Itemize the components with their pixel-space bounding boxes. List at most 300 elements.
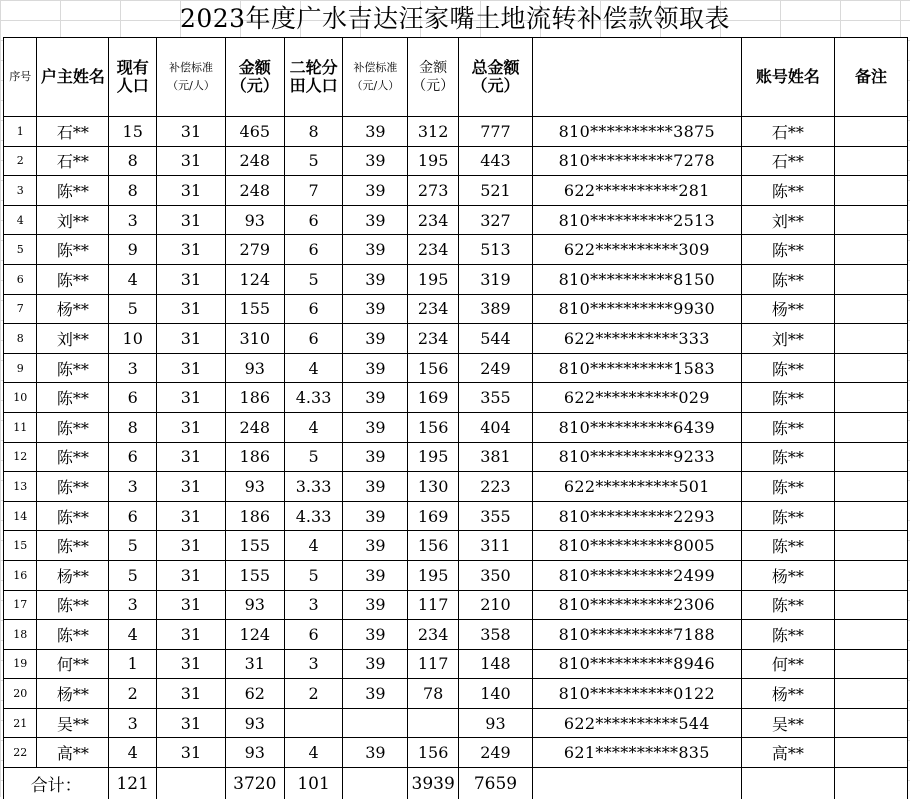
cell-standard-2[interactable]: 39 [343, 117, 408, 147]
cell-account[interactable]: 810**********2293 [532, 501, 741, 531]
cell-total[interactable]: 777 [458, 117, 532, 147]
cell-population[interactable]: 4 [109, 264, 157, 294]
cell-amount-1[interactable]: 248 [225, 412, 284, 442]
cell-land-population[interactable]: 5 [284, 560, 343, 590]
cell-amount-1[interactable]: 124 [225, 620, 284, 650]
cell-standard-1[interactable]: 31 [157, 620, 226, 650]
cell-land-population[interactable]: 3 [284, 649, 343, 679]
cell-index[interactable]: 22 [4, 738, 37, 768]
cell-population[interactable]: 5 [109, 531, 157, 561]
header-total[interactable]: 总金额（元） [458, 38, 532, 117]
cell-population[interactable]: 9 [109, 235, 157, 265]
cell-standard-1[interactable]: 31 [157, 472, 226, 502]
cell-land-population[interactable]: 2 [284, 679, 343, 709]
table-row [4, 205, 908, 235]
cell-amount-2[interactable]: 195 [408, 442, 459, 472]
cell-standard-2[interactable]: 39 [343, 264, 408, 294]
cell-standard-2[interactable]: 39 [343, 442, 408, 472]
cell-account[interactable]: 622**********029 [532, 383, 741, 413]
cell-amount-1[interactable]: 93 [225, 738, 284, 768]
cell-population[interactable]: 6 [109, 501, 157, 531]
cell-total[interactable]: 223 [458, 472, 532, 502]
totals-remark[interactable] [834, 768, 907, 799]
totals-land-population[interactable]: 101 [284, 768, 343, 799]
cell-land-population[interactable]: 6 [284, 294, 343, 324]
cell-amount-2[interactable] [408, 708, 459, 738]
cell-standard-2[interactable]: 39 [343, 324, 408, 354]
cell-total[interactable]: 355 [458, 501, 532, 531]
cell-standard-1[interactable]: 31 [157, 117, 226, 147]
cell-account[interactable]: 810**********9233 [532, 442, 741, 472]
cell-index[interactable]: 16 [4, 560, 37, 590]
cell-account[interactable]: 622**********501 [532, 472, 741, 502]
cell-index[interactable]: 13 [4, 472, 37, 502]
cell-household-name[interactable]: 陈** [37, 176, 109, 206]
cell-remark[interactable] [834, 205, 907, 235]
cell-index[interactable]: 19 [4, 649, 37, 679]
cell-index[interactable]: 6 [4, 264, 37, 294]
cell-remark[interactable] [834, 412, 907, 442]
table-row [4, 235, 908, 265]
cell-standard-1[interactable]: 31 [157, 205, 226, 235]
cell-land-population[interactable]: 5 [284, 264, 343, 294]
cell-standard-1[interactable]: 31 [157, 235, 226, 265]
cell-account-name[interactable]: 杨** [741, 560, 834, 590]
cell-account[interactable]: 810**********9930 [532, 294, 741, 324]
cell-account-name[interactable]: 高** [741, 738, 834, 768]
cell-standard-1[interactable]: 31 [157, 649, 226, 679]
cell-amount-2[interactable]: 234 [408, 294, 459, 324]
cell-amount-1[interactable]: 93 [225, 353, 284, 383]
header-account-name[interactable]: 账号姓名 [741, 38, 834, 117]
cell-amount-1[interactable]: 465 [225, 117, 284, 147]
cell-index[interactable]: 3 [4, 176, 37, 206]
cell-land-population[interactable]: 6 [284, 620, 343, 650]
cell-amount-1[interactable]: 248 [225, 176, 284, 206]
header-household-name[interactable]: 户主姓名 [37, 38, 109, 117]
cell-standard-1[interactable]: 31 [157, 383, 226, 413]
cell-index[interactable]: 4 [4, 205, 37, 235]
cell-index[interactable]: 11 [4, 412, 37, 442]
cell-index[interactable]: 10 [4, 383, 37, 413]
cell-standard-1[interactable]: 31 [157, 442, 226, 472]
cell-account[interactable]: 810**********0122 [532, 679, 741, 709]
cell-standard-1[interactable]: 31 [157, 531, 226, 561]
cell-account-name[interactable]: 吴** [741, 708, 834, 738]
cell-amount-1[interactable]: 310 [225, 324, 284, 354]
cell-account-name[interactable]: 陈** [741, 235, 834, 265]
cell-account-name[interactable]: 何** [741, 649, 834, 679]
totals-amount-2[interactable]: 3939 [408, 768, 459, 799]
cell-amount-2[interactable]: 117 [408, 649, 459, 679]
cell-account[interactable]: 622**********544 [532, 708, 741, 738]
cell-account-name[interactable]: 陈** [741, 264, 834, 294]
cell-standard-2[interactable]: 39 [343, 294, 408, 324]
cell-amount-2[interactable]: 156 [408, 738, 459, 768]
cell-account[interactable]: 622**********333 [532, 324, 741, 354]
cell-amount-1[interactable]: 93 [225, 205, 284, 235]
cell-total[interactable]: 544 [458, 324, 532, 354]
cell-land-population[interactable]: 4 [284, 531, 343, 561]
cell-standard-2[interactable]: 39 [343, 620, 408, 650]
header-amount-2[interactable]: 金额（元） [408, 38, 459, 117]
cell-standard-2[interactable]: 39 [343, 590, 408, 620]
cell-account[interactable]: 810**********3875 [532, 117, 741, 147]
cell-account-name[interactable]: 刘** [741, 324, 834, 354]
cell-total[interactable]: 355 [458, 383, 532, 413]
cell-amount-1[interactable]: 93 [225, 590, 284, 620]
cell-index[interactable]: 17 [4, 590, 37, 620]
cell-population[interactable]: 10 [109, 324, 157, 354]
cell-household-name[interactable]: 杨** [37, 560, 109, 590]
totals-standard-2[interactable] [343, 768, 408, 799]
cell-total[interactable]: 148 [458, 649, 532, 679]
totals-standard-1[interactable] [157, 768, 226, 799]
cell-standard-2[interactable]: 39 [343, 501, 408, 531]
cell-remark[interactable] [834, 442, 907, 472]
cell-total[interactable]: 358 [458, 620, 532, 650]
cell-population[interactable]: 3 [109, 205, 157, 235]
cell-amount-2[interactable]: 78 [408, 679, 459, 709]
cell-remark[interactable] [834, 708, 907, 738]
cell-land-population[interactable]: 4 [284, 412, 343, 442]
cell-standard-1[interactable]: 31 [157, 324, 226, 354]
totals-population[interactable]: 121 [109, 768, 157, 799]
cell-total[interactable]: 513 [458, 235, 532, 265]
cell-population[interactable]: 2 [109, 679, 157, 709]
cell-account[interactable]: 810**********7278 [532, 146, 741, 176]
cell-amount-2[interactable]: 195 [408, 264, 459, 294]
cell-amount-1[interactable]: 186 [225, 383, 284, 413]
cell-account[interactable]: 810**********8005 [532, 531, 741, 561]
cell-standard-1[interactable]: 31 [157, 264, 226, 294]
cell-index[interactable]: 5 [4, 235, 37, 265]
cell-total[interactable]: 381 [458, 442, 532, 472]
header-account[interactable] [532, 38, 741, 117]
header-population[interactable]: 现有人口 [109, 38, 157, 117]
cell-standard-2[interactable]: 39 [343, 412, 408, 442]
cell-index[interactable]: 20 [4, 679, 37, 709]
cell-account-name[interactable]: 石** [741, 117, 834, 147]
cell-account-name[interactable]: 陈** [741, 383, 834, 413]
table-row [4, 294, 908, 324]
cell-population[interactable]: 6 [109, 383, 157, 413]
cell-population[interactable]: 3 [109, 590, 157, 620]
cell-account-name[interactable]: 陈** [741, 590, 834, 620]
cell-standard-2[interactable]: 39 [343, 383, 408, 413]
cell-total[interactable]: 327 [458, 205, 532, 235]
cell-household-name[interactable]: 陈** [37, 472, 109, 502]
cell-household-name[interactable]: 高** [37, 738, 109, 768]
cell-land-population[interactable]: 5 [284, 442, 343, 472]
table-row [4, 679, 908, 709]
cell-remark[interactable] [834, 235, 907, 265]
header-remark[interactable]: 备注 [834, 38, 907, 117]
cell-account-name[interactable]: 石** [741, 146, 834, 176]
cell-population[interactable]: 8 [109, 176, 157, 206]
cell-account[interactable]: 810**********2513 [532, 205, 741, 235]
cell-total[interactable]: 249 [458, 353, 532, 383]
cell-remark[interactable] [834, 531, 907, 561]
cell-total[interactable]: 389 [458, 294, 532, 324]
cell-amount-2[interactable]: 195 [408, 146, 459, 176]
header-index[interactable]: 序号 [4, 38, 37, 117]
totals-total[interactable]: 7659 [458, 768, 532, 799]
cell-land-population[interactable]: 4.33 [284, 383, 343, 413]
cell-amount-2[interactable]: 156 [408, 412, 459, 442]
cell-amount-2[interactable]: 156 [408, 353, 459, 383]
cell-amount-1[interactable]: 31 [225, 649, 284, 679]
cell-population[interactable]: 5 [109, 294, 157, 324]
table-row [4, 383, 908, 413]
cell-household-name[interactable]: 陈** [37, 383, 109, 413]
cell-account[interactable]: 810**********8150 [532, 264, 741, 294]
cell-standard-1[interactable]: 31 [157, 412, 226, 442]
cell-remark[interactable] [834, 294, 907, 324]
cell-land-population[interactable]: 7 [284, 176, 343, 206]
cell-remark[interactable] [834, 620, 907, 650]
cell-index[interactable]: 8 [4, 324, 37, 354]
cell-standard-1[interactable]: 31 [157, 146, 226, 176]
cell-household-name[interactable]: 陈** [37, 501, 109, 531]
cell-account-name[interactable]: 陈** [741, 531, 834, 561]
cell-population[interactable]: 8 [109, 412, 157, 442]
header-standard-2[interactable]: 补偿标准（元/人） [343, 38, 408, 117]
cell-remark[interactable] [834, 738, 907, 768]
totals-label[interactable]: 合计： [4, 768, 109, 799]
cell-index[interactable]: 1 [4, 117, 37, 147]
cell-index[interactable]: 7 [4, 294, 37, 324]
cell-amount-1[interactable]: 155 [225, 531, 284, 561]
cell-population[interactable]: 1 [109, 649, 157, 679]
cell-household-name[interactable]: 吴** [37, 708, 109, 738]
cell-standard-1[interactable]: 31 [157, 176, 226, 206]
cell-index[interactable]: 12 [4, 442, 37, 472]
compensation-table [3, 37, 908, 799]
cell-account[interactable]: 810**********7188 [532, 620, 741, 650]
cell-amount-2[interactable]: 130 [408, 472, 459, 502]
cell-population[interactable]: 5 [109, 560, 157, 590]
cell-household-name[interactable]: 陈** [37, 412, 109, 442]
cell-population[interactable]: 8 [109, 146, 157, 176]
cell-amount-2[interactable]: 234 [408, 620, 459, 650]
cell-account[interactable]: 810**********6439 [532, 412, 741, 442]
totals-amount-1[interactable]: 3720 [225, 768, 284, 799]
cell-total[interactable]: 140 [458, 679, 532, 709]
cell-amount-2[interactable]: 312 [408, 117, 459, 147]
cell-remark[interactable] [834, 679, 907, 709]
cell-amount-1[interactable]: 62 [225, 679, 284, 709]
cell-household-name[interactable]: 陈** [37, 235, 109, 265]
cell-amount-2[interactable]: 234 [408, 205, 459, 235]
cell-household-name[interactable]: 陈** [37, 531, 109, 561]
cell-standard-2[interactable]: 39 [343, 649, 408, 679]
cell-population[interactable]: 6 [109, 442, 157, 472]
cell-household-name[interactable]: 陈** [37, 590, 109, 620]
cell-total[interactable]: 521 [458, 176, 532, 206]
cell-remark[interactable] [834, 117, 907, 147]
cell-account[interactable]: 810**********2499 [532, 560, 741, 590]
cell-index[interactable]: 2 [4, 146, 37, 176]
cell-population[interactable]: 3 [109, 708, 157, 738]
table-row [4, 117, 908, 147]
cell-index[interactable]: 15 [4, 531, 37, 561]
cell-account[interactable]: 810**********8946 [532, 649, 741, 679]
cell-amount-1[interactable]: 186 [225, 501, 284, 531]
cell-amount-2[interactable]: 273 [408, 176, 459, 206]
header-amount-1[interactable]: 金额（元） [225, 38, 284, 117]
cell-land-population[interactable]: 6 [284, 235, 343, 265]
cell-land-population[interactable] [284, 708, 343, 738]
cell-standard-1[interactable]: 31 [157, 294, 226, 324]
cell-land-population[interactable]: 4 [284, 738, 343, 768]
cell-amount-1[interactable]: 248 [225, 146, 284, 176]
cell-population[interactable]: 3 [109, 353, 157, 383]
cell-standard-2[interactable]: 39 [343, 738, 408, 768]
cell-household-name[interactable]: 杨** [37, 294, 109, 324]
cell-amount-1[interactable]: 93 [225, 708, 284, 738]
cell-remark[interactable] [834, 324, 907, 354]
cell-standard-1[interactable]: 31 [157, 353, 226, 383]
cell-account[interactable]: 621**********835 [532, 738, 741, 768]
cell-remark[interactable] [834, 590, 907, 620]
cell-land-population[interactable]: 8 [284, 117, 343, 147]
cell-account-name[interactable]: 杨** [741, 679, 834, 709]
cell-account[interactable]: 622**********309 [532, 235, 741, 265]
cell-standard-2[interactable]: 39 [343, 176, 408, 206]
cell-total[interactable]: 319 [458, 264, 532, 294]
cell-standard-1[interactable]: 31 [157, 501, 226, 531]
cell-amount-2[interactable]: 234 [408, 235, 459, 265]
cell-index[interactable]: 21 [4, 708, 37, 738]
cell-land-population[interactable]: 6 [284, 324, 343, 354]
cell-standard-1[interactable]: 31 [157, 708, 226, 738]
cell-index[interactable]: 9 [4, 353, 37, 383]
cell-account-name[interactable]: 陈** [741, 472, 834, 502]
cell-household-name[interactable]: 杨** [37, 679, 109, 709]
cell-account[interactable]: 622**********281 [532, 176, 741, 206]
cell-remark[interactable] [834, 501, 907, 531]
cell-remark[interactable] [834, 472, 907, 502]
cell-population[interactable]: 3 [109, 472, 157, 502]
cell-standard-1[interactable]: 31 [157, 679, 226, 709]
cell-household-name[interactable]: 陈** [37, 353, 109, 383]
cell-amount-2[interactable]: 156 [408, 531, 459, 561]
header-land-population[interactable]: 二轮分田人口 [284, 38, 343, 117]
cell-account-name[interactable]: 陈** [741, 620, 834, 650]
cell-household-name[interactable]: 陈** [37, 620, 109, 650]
cell-amount-1[interactable]: 155 [225, 294, 284, 324]
cell-account[interactable]: 810**********1583 [532, 353, 741, 383]
cell-standard-2[interactable]: 39 [343, 531, 408, 561]
cell-account-name[interactable]: 陈** [741, 501, 834, 531]
cell-total[interactable]: 404 [458, 412, 532, 442]
cell-total[interactable]: 249 [458, 738, 532, 768]
cell-standard-2[interactable]: 39 [343, 353, 408, 383]
cell-land-population[interactable]: 6 [284, 205, 343, 235]
table-row [4, 649, 908, 679]
cell-standard-2[interactable]: 39 [343, 146, 408, 176]
cell-account-name[interactable]: 刘** [741, 205, 834, 235]
cell-population[interactable]: 4 [109, 738, 157, 768]
cell-amount-1[interactable]: 279 [225, 235, 284, 265]
table-row [4, 412, 908, 442]
cell-remark[interactable] [834, 353, 907, 383]
cell-remark[interactable] [834, 649, 907, 679]
cell-amount-2[interactable]: 169 [408, 501, 459, 531]
totals-account-name[interactable] [741, 768, 834, 799]
cell-amount-2[interactable]: 117 [408, 590, 459, 620]
cell-remark[interactable] [834, 383, 907, 413]
cell-household-name[interactable]: 何** [37, 649, 109, 679]
cell-account-name[interactable]: 杨** [741, 294, 834, 324]
cell-standard-1[interactable]: 31 [157, 590, 226, 620]
cell-total[interactable]: 93 [458, 708, 532, 738]
cell-household-name[interactable]: 刘** [37, 205, 109, 235]
cell-standard-2[interactable]: 39 [343, 679, 408, 709]
cell-land-population[interactable]: 4 [284, 353, 343, 383]
cell-remark[interactable] [834, 560, 907, 590]
cell-land-population[interactable]: 3 [284, 590, 343, 620]
cell-total[interactable]: 443 [458, 146, 532, 176]
cell-standard-2[interactable] [343, 708, 408, 738]
cell-amount-1[interactable]: 93 [225, 472, 284, 502]
cell-total[interactable]: 210 [458, 590, 532, 620]
cell-land-population[interactable]: 4.33 [284, 501, 343, 531]
cell-account-name[interactable]: 陈** [741, 442, 834, 472]
table-row [4, 176, 908, 206]
cell-remark[interactable] [834, 264, 907, 294]
cell-index[interactable]: 18 [4, 620, 37, 650]
cell-population[interactable]: 4 [109, 620, 157, 650]
cell-amount-2[interactable]: 169 [408, 383, 459, 413]
cell-land-population[interactable]: 3.33 [284, 472, 343, 502]
table-row [4, 590, 908, 620]
cell-remark[interactable] [834, 146, 907, 176]
cell-account-name[interactable]: 陈** [741, 176, 834, 206]
cell-standard-2[interactable]: 39 [343, 205, 408, 235]
table-row [4, 472, 908, 502]
cell-amount-1[interactable]: 186 [225, 442, 284, 472]
cell-account[interactable]: 810**********2306 [532, 590, 741, 620]
table-row [4, 531, 908, 561]
cell-household-name[interactable]: 石** [37, 146, 109, 176]
header-standard-1[interactable]: 补偿标准（元/人） [157, 38, 226, 117]
cell-household-name[interactable]: 刘** [37, 324, 109, 354]
cell-remark[interactable] [834, 176, 907, 206]
cell-household-name[interactable]: 石** [37, 117, 109, 147]
cell-total[interactable]: 350 [458, 560, 532, 590]
cell-land-population[interactable]: 5 [284, 146, 343, 176]
cell-population[interactable]: 15 [109, 117, 157, 147]
cell-amount-1[interactable]: 155 [225, 560, 284, 590]
cell-standard-2[interactable]: 39 [343, 560, 408, 590]
cell-household-name[interactable]: 陈** [37, 442, 109, 472]
cell-standard-1[interactable]: 31 [157, 738, 226, 768]
cell-amount-2[interactable]: 195 [408, 560, 459, 590]
cell-total[interactable]: 311 [458, 531, 532, 561]
cell-index[interactable]: 14 [4, 501, 37, 531]
cell-account-name[interactable]: 陈** [741, 412, 834, 442]
cell-standard-2[interactable]: 39 [343, 472, 408, 502]
cell-amount-1[interactable]: 124 [225, 264, 284, 294]
cell-household-name[interactable]: 陈** [37, 264, 109, 294]
totals-account[interactable] [532, 768, 741, 799]
cell-amount-2[interactable]: 234 [408, 324, 459, 354]
cell-standard-2[interactable]: 39 [343, 235, 408, 265]
cell-standard-1[interactable]: 31 [157, 560, 226, 590]
cell-account-name[interactable]: 陈** [741, 353, 834, 383]
